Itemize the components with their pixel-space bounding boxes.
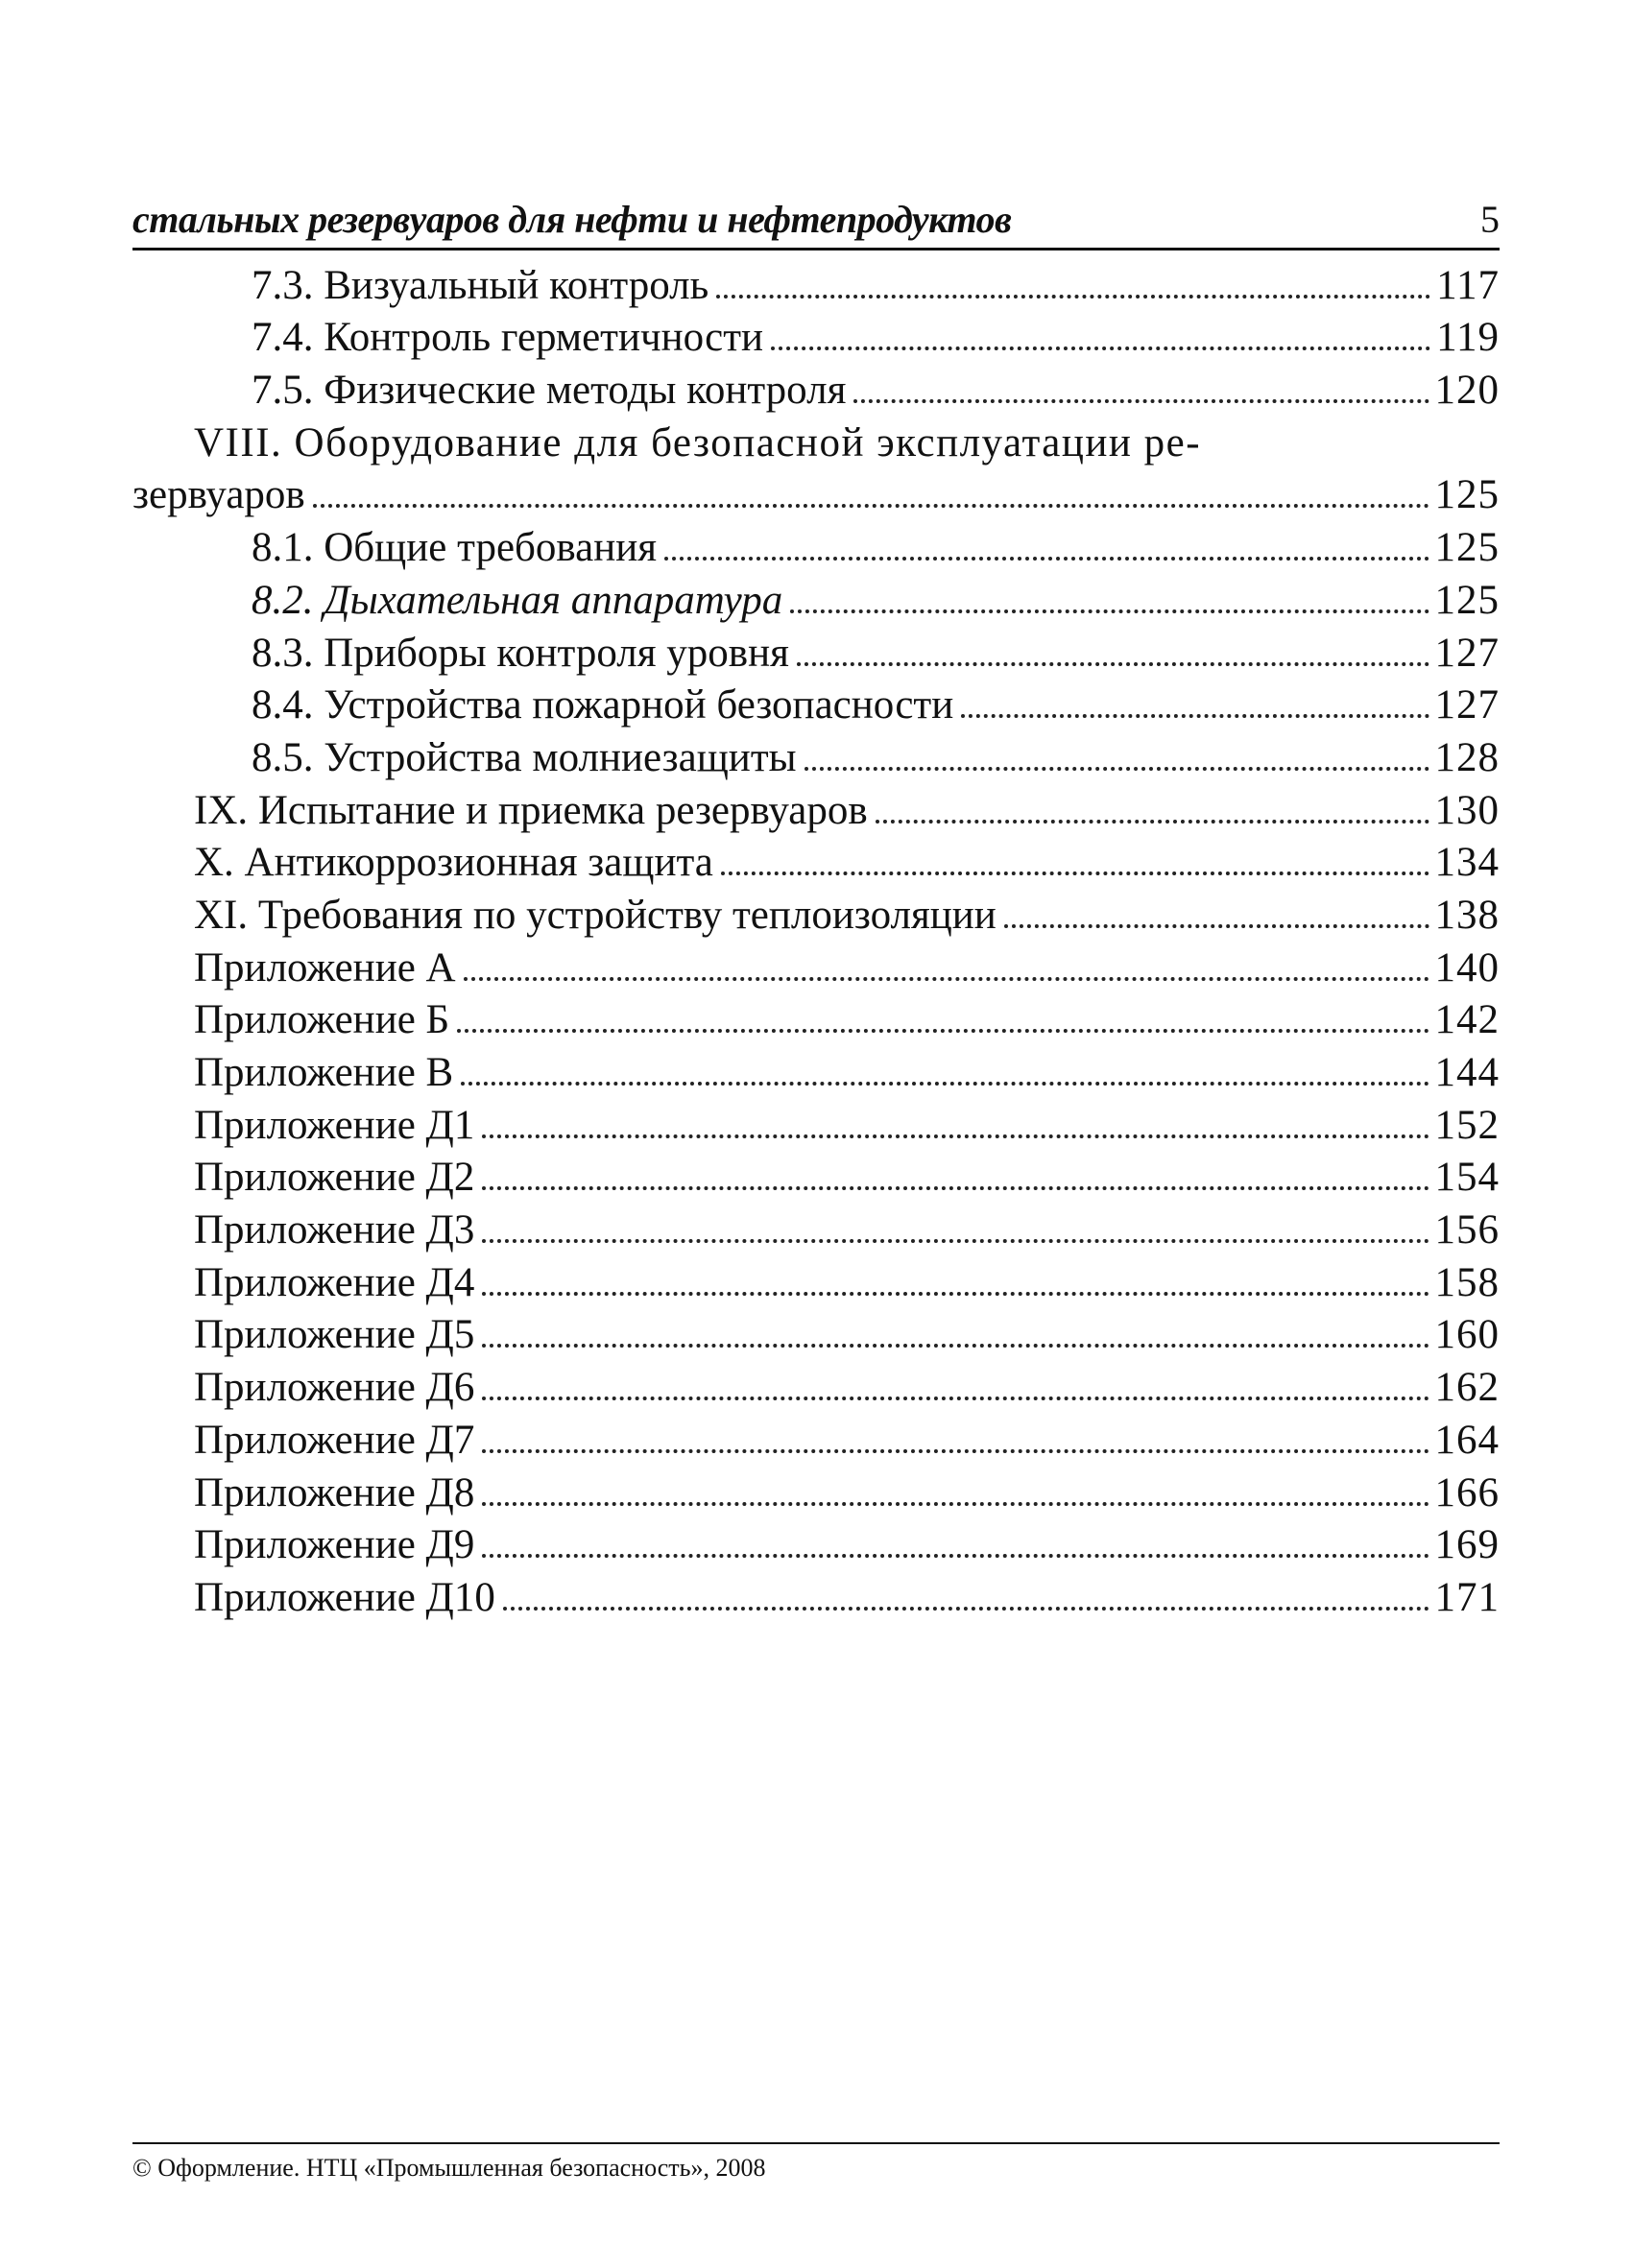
toc-entry-page: 127 xyxy=(1434,630,1500,676)
dot-leader xyxy=(461,1082,1429,1086)
toc-entry-heading xyxy=(132,417,1500,469)
toc-entry-page: 142 xyxy=(1434,997,1500,1043)
toc-entry-title: XI. Требования по устройству теплоизоляции xyxy=(194,892,997,938)
toc-entry xyxy=(132,469,1500,522)
dot-leader xyxy=(482,1344,1429,1348)
toc-entry xyxy=(132,574,1500,627)
dot-leader xyxy=(482,1134,1429,1138)
toc-entry-title: 8.3. Приборы контроля уровня xyxy=(252,630,789,676)
dot-leader xyxy=(482,1292,1429,1296)
dot-leader xyxy=(853,399,1429,403)
page-number: 5 xyxy=(1480,198,1500,241)
toc-entry-page: 162 xyxy=(1434,1365,1500,1411)
toc-entry xyxy=(132,731,1500,784)
dot-leader xyxy=(961,714,1429,718)
toc-entry xyxy=(132,364,1500,417)
toc-entry-title: IX. Испытание и приемка резервуаров xyxy=(194,787,868,833)
running-title: стальных резервуаров для нефти и нефтепродуктов xyxy=(132,198,1012,241)
toc-entry xyxy=(132,1256,1500,1309)
dot-leader xyxy=(721,871,1429,875)
toc-entry-title: 8.1. Общие требования xyxy=(252,525,658,571)
toc-entry-title: 7.5. Физические методы контроля xyxy=(252,368,847,414)
toc-entry-page: 166 xyxy=(1434,1469,1500,1516)
toc-entry-page: 128 xyxy=(1434,734,1500,780)
toc-entry xyxy=(132,1361,1500,1414)
toc-entry-title: Приложение Д7 xyxy=(194,1417,475,1463)
toc-entry-title: Приложение А xyxy=(194,944,456,991)
toc-entry-page: 120 xyxy=(1434,368,1500,414)
dot-leader xyxy=(1004,924,1429,928)
toc-entry-title: зервуаров xyxy=(132,472,305,518)
toc-entry-page: 127 xyxy=(1434,682,1500,728)
toc-entry-page: 140 xyxy=(1434,944,1500,991)
toc-entry xyxy=(132,1309,1500,1362)
running-head xyxy=(132,192,1500,251)
dot-leader xyxy=(464,977,1429,981)
toc-entry-page: 164 xyxy=(1434,1417,1500,1463)
toc-entry-page: 158 xyxy=(1434,1259,1500,1305)
toc-entry-page: 152 xyxy=(1434,1102,1500,1148)
toc-entry-page: 125 xyxy=(1434,525,1500,571)
page-footer xyxy=(132,2142,1500,2182)
toc-entry-title: Приложение Д3 xyxy=(194,1207,475,1253)
toc-entry-page: 171 xyxy=(1434,1574,1500,1620)
dot-leader xyxy=(482,1449,1429,1453)
toc-entry xyxy=(132,942,1500,994)
toc-entry xyxy=(132,1099,1500,1152)
toc-entry-title: Приложение Д1 xyxy=(194,1102,475,1148)
dot-leader xyxy=(790,609,1429,613)
toc-entry xyxy=(132,1046,1500,1099)
toc-entry-title: Приложение Д9 xyxy=(194,1522,475,1568)
toc-entry-page: 117 xyxy=(1436,262,1500,308)
dot-leader xyxy=(313,504,1429,508)
toc-entry-title: Приложение В xyxy=(194,1050,454,1095)
toc-entry xyxy=(132,259,1500,312)
dot-leader xyxy=(876,820,1429,824)
toc-entry-page: 125 xyxy=(1434,472,1500,518)
dot-leader xyxy=(804,767,1429,771)
toc-entry-title: Приложение Д6 xyxy=(194,1365,475,1411)
toc-entry-title: 8.2. Дыхательная аппаратура xyxy=(252,577,783,623)
toc-entry xyxy=(132,521,1500,574)
toc-entry-title: 7.4. Контроль герметичности xyxy=(252,315,764,361)
dot-leader xyxy=(664,557,1429,561)
toc-entry-page: 130 xyxy=(1434,787,1500,833)
toc-entry xyxy=(132,680,1500,732)
toc-entry-page: 125 xyxy=(1434,577,1500,623)
toc-entry xyxy=(132,1414,1500,1467)
copyright-notice: © Оформление. НТЦ «Промышленная безопасность», 2008 xyxy=(132,2154,766,2182)
dot-leader xyxy=(482,1502,1429,1506)
toc-entry-page: 169 xyxy=(1434,1522,1500,1568)
toc-entry xyxy=(132,1571,1500,1624)
toc-entry-title: VIII. Оборудование для безопасной эксплуатации ре- xyxy=(194,419,1202,466)
toc-entry-title: Приложение Д8 xyxy=(194,1469,475,1516)
toc-entry-page: 134 xyxy=(1434,840,1500,886)
dot-leader xyxy=(482,1554,1429,1558)
toc-entry xyxy=(132,1519,1500,1572)
toc-entry-title: 7.3. Визуальный контроль xyxy=(252,262,709,308)
dot-leader xyxy=(482,1397,1429,1400)
toc-entry-page: 154 xyxy=(1434,1155,1500,1201)
toc-entry xyxy=(132,784,1500,837)
table-of-contents xyxy=(132,259,1500,1624)
toc-entry-title: Приложение Д5 xyxy=(194,1312,475,1358)
dot-leader xyxy=(482,1186,1429,1190)
toc-entry xyxy=(132,889,1500,942)
toc-entry-title: X. Антикоррозионная защита xyxy=(194,840,713,886)
dot-leader xyxy=(771,346,1430,350)
toc-entry xyxy=(132,627,1500,680)
dot-leader xyxy=(797,662,1429,666)
toc-entry-page: 119 xyxy=(1436,315,1500,361)
dot-leader xyxy=(482,1239,1429,1243)
toc-entry-page: 160 xyxy=(1434,1312,1500,1358)
toc-entry-title: 8.5. Устройства молниезащиты xyxy=(252,734,797,780)
toc-entry-title: Приложение Д2 xyxy=(194,1155,475,1201)
toc-entry-title: Приложение Д10 xyxy=(194,1574,495,1620)
toc-entry xyxy=(132,1204,1500,1256)
toc-entry xyxy=(132,994,1500,1047)
dot-leader xyxy=(716,295,1430,298)
toc-entry xyxy=(132,1467,1500,1519)
dot-leader xyxy=(457,1029,1429,1033)
toc-entry-title: Приложение Д4 xyxy=(194,1259,475,1305)
toc-entry-page: 156 xyxy=(1434,1207,1500,1253)
toc-entry-page: 138 xyxy=(1434,892,1500,938)
dot-leader xyxy=(503,1607,1429,1611)
toc-entry xyxy=(132,1152,1500,1205)
toc-entry-page: 144 xyxy=(1434,1050,1500,1095)
toc-entry-title: 8.4. Устройства пожарной безопасности xyxy=(252,682,954,728)
toc-entry-title: Приложение Б xyxy=(194,997,450,1043)
toc-entry xyxy=(132,312,1500,365)
toc-entry xyxy=(132,837,1500,890)
